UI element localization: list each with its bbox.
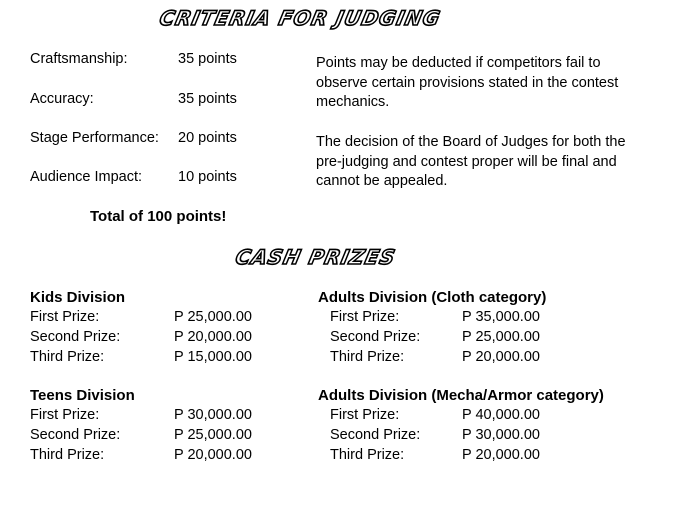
- criterion-points: 20 points: [178, 130, 237, 146]
- prize-amount: P 20,000.00: [462, 349, 540, 365]
- prizes-heading: CASH PRIZES: [233, 245, 398, 269]
- criterion-points: 10 points: [178, 169, 237, 185]
- criterion-points: 35 points: [178, 51, 237, 67]
- division-title: Adults Division (Mecha/Armor category): [318, 387, 604, 404]
- prize-label: First Prize:: [330, 407, 400, 423]
- criterion-label: Craftsmanship:: [30, 51, 128, 67]
- prize-amount: P 40,000.00: [462, 407, 540, 423]
- prize-label: First Prize:: [330, 309, 400, 325]
- division-title: Adults Division (Cloth category): [318, 289, 547, 306]
- prize-label: Third Prize:: [30, 447, 105, 463]
- division-title: Teens Division: [30, 387, 135, 404]
- prize-amount: P 30,000.00: [462, 427, 540, 443]
- prize-label: Third Prize:: [330, 447, 405, 463]
- criterion-label: Accuracy:: [30, 91, 94, 107]
- prize-label: Third Prize:: [330, 349, 405, 365]
- deduction-note: Points may be deducted if competitors fail to observe certain provisions stated in the contest mechanics.: [316, 55, 619, 110]
- prize-label: Second Prize:: [30, 329, 121, 345]
- prize-amount: P 25,000.00: [462, 329, 540, 345]
- judges-note: The decision of the Board of Judges for both the pre-judging and contest proper will be final and cannot be appealed.: [316, 134, 626, 189]
- prize-label: First Prize:: [30, 407, 100, 423]
- prize-amount: P 30,000.00: [174, 407, 252, 423]
- prize-amount: P 20,000.00: [174, 447, 252, 463]
- prize-amount: P 20,000.00: [174, 329, 252, 345]
- total-points: Total of 100 points!: [90, 208, 227, 225]
- prize-label: Third Prize:: [30, 349, 105, 365]
- prize-label: First Prize:: [30, 309, 100, 325]
- criterion-label: Audience Impact:: [30, 169, 143, 185]
- prize-label: Second Prize:: [330, 329, 421, 345]
- prize-amount: P 20,000.00: [462, 447, 540, 463]
- prize-amount: P 25,000.00: [174, 309, 252, 325]
- prize-label: Second Prize:: [30, 427, 121, 443]
- division-title: Kids Division: [30, 289, 126, 306]
- criteria-heading: CRITERIA FOR JUDGING: [157, 6, 443, 30]
- criterion-points: 35 points: [178, 91, 237, 107]
- criterion-label: Stage Performance:: [30, 130, 159, 146]
- prize-label: Second Prize:: [330, 427, 421, 443]
- prize-amount: P 35,000.00: [462, 309, 540, 325]
- prize-amount: P 25,000.00: [174, 427, 252, 443]
- prize-amount: P 15,000.00: [174, 349, 252, 365]
